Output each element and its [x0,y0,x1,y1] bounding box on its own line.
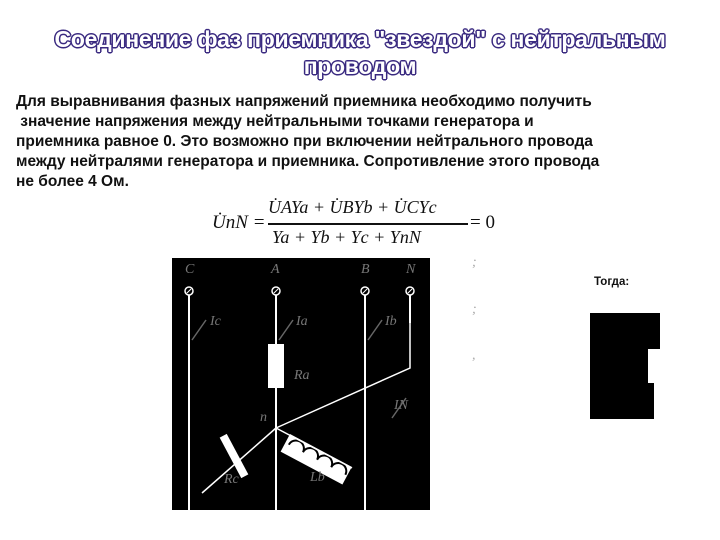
terminal-label: B [361,262,370,277]
current-label: Ia [296,314,308,329]
redacted-block [590,313,660,349]
formula-rhs: = 0 [470,212,495,233]
page-title: Соединение фаз приемника "звездой" с нейтральным проводом [54,26,666,79]
current-label: Ic [210,314,221,329]
side-mark: , [472,348,476,363]
paragraph-line: не более 4 Ом. [16,173,129,190]
terminal-label: C [185,262,195,277]
fraction-bar [268,223,468,225]
arrow-ia [279,320,293,340]
current-label: IN [394,398,408,413]
element-label: Rc [224,472,239,487]
paragraph-line: значение напряжения между нейтральными точками генератора и [16,113,534,130]
node-label: n [260,410,267,425]
element-label: Ra [294,368,310,383]
terminal-n [406,287,414,295]
formula-numerator: U̇AYa + U̇BYb + U̇CYc [268,197,437,217]
redacted-block [590,383,654,419]
terminal-label: N [406,262,416,277]
paragraph-line: Для выравнивания фазных напряжений приемника необходимо получить [16,93,592,110]
terminal-b [361,287,369,295]
side-mark: ; [472,302,477,317]
neutral-voltage-formula [212,196,502,254]
side-mark: ; [472,255,477,270]
paragraph-line: между нейтралями генератора и приемника. Сопротивление этого провода [16,153,600,170]
redacted-block [590,349,648,383]
star-circuit-diagram [172,258,430,510]
arrow-ib [368,320,382,340]
terminal-c [185,287,193,295]
then-label: Тогда: [594,276,630,288]
formula-lhs: U̇nN = [212,212,266,233]
terminal-a [272,287,280,295]
resistor-ra [268,344,284,388]
arrow-ic [192,320,206,340]
element-label: Lb [310,470,325,485]
wire-star-c [202,428,276,493]
description-paragraph [16,92,706,192]
terminal-label: A [271,262,280,277]
paragraph-line: приемника равное 0. Это возможно при включении нейтрального провода [16,133,593,150]
formula-denominator: Ya + Yb + Yc + YnN [272,227,421,247]
current-label: Ib [385,314,397,329]
circuit-svg [172,258,430,510]
